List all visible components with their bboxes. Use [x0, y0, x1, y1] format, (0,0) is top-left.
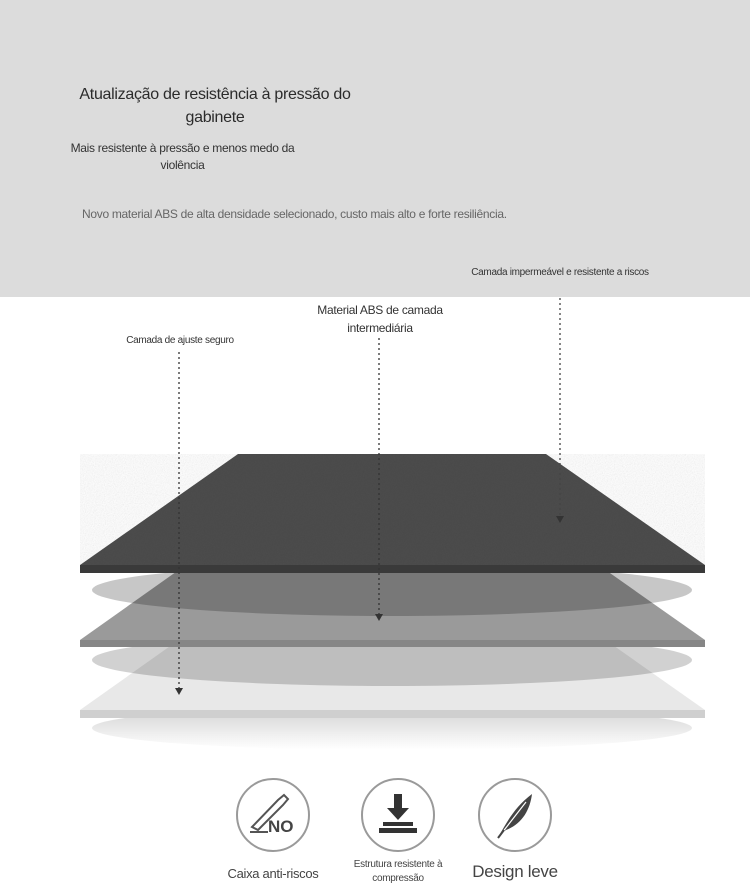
top-layer-label: Camada impermeável e resistente a riscos [471, 267, 649, 278]
top-layer-edge [80, 565, 705, 573]
feature-compression-label: Estrutura resistente à compressão [353, 859, 443, 884]
feature-anti-scratch [213, 778, 333, 881]
material-description: Novo material ABS de alta densidade selecionado, custo mais alto e forte resiliência. [82, 207, 507, 221]
page-title: Atualização de resistência à pressão do gabinete [79, 86, 351, 126]
feature-anti-scratch-label: Caixa anti-riscos [227, 866, 319, 881]
compression-icon [361, 778, 435, 852]
knife-no-icon [236, 778, 310, 852]
feature-lightweight [455, 778, 575, 882]
svg-text:NO: NO [268, 817, 294, 836]
feather-icon [478, 778, 552, 852]
bottom-layer-edge [80, 710, 705, 718]
middle-layer-edge [80, 640, 705, 647]
top-layer [80, 454, 705, 565]
feature-compression [338, 778, 458, 886]
middle-layer-label: Material ABS de camada intermediária [317, 303, 443, 335]
bottom-layer-label: Camada de ajuste seguro [126, 335, 234, 346]
feature-lightweight-label: Design leve [472, 862, 558, 881]
page-subtitle: Mais resistente à pressão e menos medo da violência [70, 141, 295, 172]
